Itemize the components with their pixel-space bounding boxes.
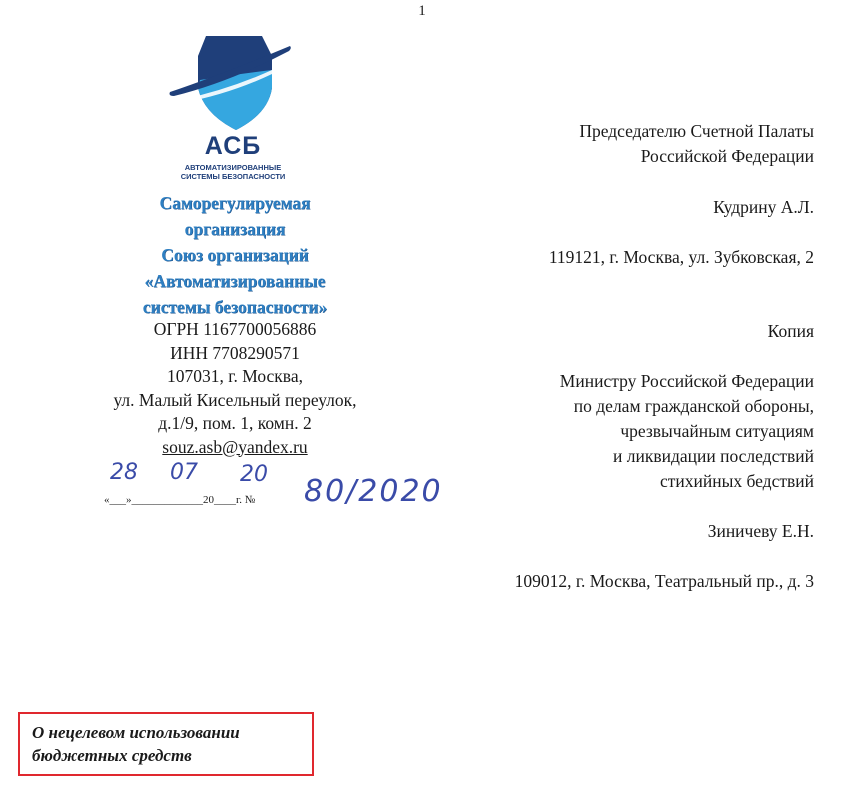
address-line: ул. Малый Кисельный переулок, <box>113 389 357 410</box>
subject-box <box>18 712 314 776</box>
email-link[interactable]: souz.asb@yandex.ru <box>162 436 308 457</box>
handwritten-day: 28 <box>110 460 138 485</box>
copy-recipient-address: 109012, г. Москва, Театральный пр., д. 3 <box>514 571 814 591</box>
copy-recipient-name: Зиничеву Е.Н. <box>707 521 814 541</box>
copy-recipient-position: Министру Российской Федерации по делам гражданской обороны, чрезвычайным ситуациям и ликвидации последствий стихийных бедствий <box>559 371 814 491</box>
subject-line: О нецелевом использовании <box>32 723 240 742</box>
address-line: 107031, г. Москва, <box>167 366 303 386</box>
recipient-name: Кудрину А.Л. <box>713 197 814 217</box>
handwritten-number: 80/2020 <box>304 474 443 509</box>
outgoing-number-line <box>100 460 470 520</box>
organization-details <box>55 318 415 459</box>
recipient-address: 119121, г. Москва, ул. Зубковская, 2 <box>548 247 814 267</box>
shield-logo-icon <box>168 30 298 132</box>
organization-logo <box>168 30 298 180</box>
inn: ИНН 7708290571 <box>170 342 300 363</box>
address-line: д.1/9, пом. 1, комн. 2 <box>158 413 312 433</box>
handwritten-month: 07 <box>170 460 198 485</box>
recipient-position: Председателю Счетной Палаты Российской Федерации <box>579 121 814 166</box>
ogrn: ОГРН 1167700056886 <box>153 319 317 339</box>
handwritten-year: 20 <box>240 462 268 487</box>
page-number: 1 <box>418 3 426 19</box>
logo-subtitle: АВТОМАТИЗИРОВАННЫЕ СИСТЕМЫ БЕЗОПАСНОСТИ <box>180 163 286 181</box>
organization-title: Саморегулируемая организация Союз организаций «Автоматизированные системы безопасности» <box>142 193 328 317</box>
copy-label: Копия <box>767 321 814 341</box>
date-number-template: «___»_____________20____г. № <box>104 494 256 506</box>
subject-line: бюджетных средств <box>32 746 192 765</box>
logo-abbreviation: АСБ <box>204 132 262 160</box>
